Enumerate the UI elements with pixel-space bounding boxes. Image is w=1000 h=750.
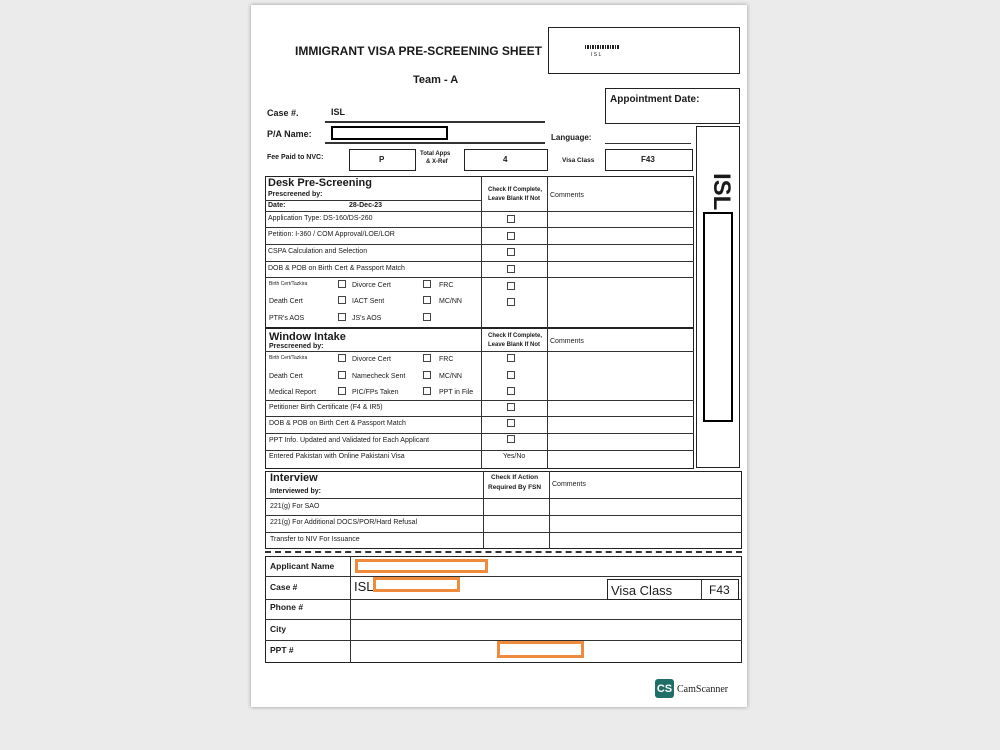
window-col-divider-1 [481,328,482,469]
team-label: Team - A [413,74,459,86]
desk-doc-checkbox[interactable] [507,282,515,290]
document-title: IMMIGRANT VISA PRE-SCREENING SHEET [295,44,542,58]
desk-row-line [265,261,694,262]
interview-row-label: 221(g) For SAO [270,503,320,510]
window-doc-checkbox[interactable] [338,387,346,395]
desk-doc-ptr-aos: PTR's AOS [269,315,305,322]
visa-class-value: F43 [641,155,655,164]
pa-name-underline [325,142,545,144]
pa-name-label: P/A Name: [267,129,312,139]
interview-title: Interview [270,472,318,484]
window-row-checkbox[interactable] [507,403,515,411]
interview-row-line [265,532,742,533]
window-row-checkbox[interactable] [507,435,515,443]
desk-row-line [265,244,694,245]
barcode-box [548,27,740,74]
x-ref-label: & X-Ref [426,159,448,165]
stub-city-label: City [270,624,287,634]
desk-doc-mc-nn: MC/NN [439,298,462,305]
window-prescreened-by: Prescreened by: [269,343,324,350]
stub-visa-class-box [607,579,739,600]
stub-visa-class-label: Visa Class [611,583,673,598]
interview-check-header-1: Check If Action [491,474,539,481]
window-check-header-1: Check If Complete, [488,333,543,339]
desk-row-checkbox[interactable] [507,232,515,240]
window-doc-checkbox[interactable] [423,387,431,395]
stub-applicant-name-label: Applicant Name [270,561,335,571]
window-doc-ppt-in-file: PPT in File [439,389,474,396]
language-label: Language: [551,133,592,142]
desk-date-value: 28-Dec-23 [349,202,383,209]
desk-doc-checkbox[interactable] [338,313,346,321]
interview-interviewed-by: Interviewed by: [270,488,321,495]
desk-doc-checkbox[interactable] [338,280,346,288]
window-row-line [265,351,694,352]
window-doc-checkbox[interactable] [507,354,515,362]
desk-doc-checkbox[interactable] [423,296,431,304]
desk-check-header-1: Check If Complete, [488,187,543,193]
desk-doc-birth-cert: Birth Cert/Tazkira [269,281,308,287]
interview-row-line [265,515,742,516]
window-row-line [265,433,694,434]
stub-label-divider [350,556,351,663]
desk-row-label: Petition: I-360 / COM Approval/LOE/LOR [268,231,395,238]
window-row-label: Entered Pakistan with Online Pakistani Visa [269,453,405,460]
desk-check-header-2: Leave Blank If Not [488,196,541,202]
fee-paid-label: Fee Paid to NVC: [267,154,324,161]
desk-doc-js-aos: JS's AOS [352,315,382,322]
side-id-label: ISL [708,173,735,211]
window-doc-checkbox[interactable] [507,387,515,395]
interview-row-label: 221(g) For Additional DOCS/POR/Hard Refusal [270,519,418,526]
window-doc-death-cert: Death Cert [269,373,303,380]
case-underline [325,121,545,123]
desk-row-label: CSPA Calculation and Selection [268,248,368,255]
desk-row-line [265,277,694,278]
case-value: ISL [331,107,346,117]
window-doc-mc-nn: MC/NN [439,373,462,380]
redacted-applicant-name [355,559,488,573]
visa-class-box [605,149,693,171]
stub-case-value: ISL [354,579,374,594]
fee-paid-box [349,149,416,171]
total-apps-box [464,149,548,171]
total-apps-value: 4 [503,155,508,164]
scanned-document-page [251,5,747,707]
window-doc-namecheck-sent: Namecheck Sent [352,373,406,380]
desk-col-divider-1 [481,176,482,328]
window-row-checkbox[interactable] [507,419,515,427]
interview-row-label: Transfer to NIV For Issuance [270,536,360,543]
desk-doc-frc: FRC [439,282,454,289]
redacted-side-barcode [703,212,733,422]
redacted-ppt-number [497,641,584,658]
desk-doc-checkbox[interactable] [423,313,431,321]
redacted-case-number [373,577,460,592]
window-row-line [265,400,694,401]
window-row-label: Petitioner Birth Certificate (F4 & IR5) [269,404,383,411]
desk-date-label: Date: [268,202,286,209]
window-doc-checkbox[interactable] [338,371,346,379]
cut-line [265,551,742,553]
barcode-icon [585,45,619,49]
total-apps-label: Total Apps [420,151,451,157]
window-row-label: DOB & POB on Birth Cert & Passport Match [269,420,406,427]
redacted-pa-name [331,126,448,140]
window-yes-no: Yes/No [503,453,526,460]
stub-row-line [265,619,742,620]
appointment-date-label: Appointment Date: [610,94,700,105]
desk-row-line [265,227,694,228]
desk-row-checkbox[interactable] [507,265,515,273]
appointment-date-box [605,88,740,124]
window-col-divider-2 [547,328,548,469]
window-doc-pic-fps: PIC/FPs Taken [352,389,399,396]
desk-prescreened-by: Prescreened by: [268,191,323,198]
window-intake-section [265,328,694,469]
desk-doc-checkbox[interactable] [423,280,431,288]
window-doc-birth-cert: Birth Cert/Tazkira [269,355,308,361]
desk-col-divider-2 [547,176,548,328]
window-comments-header: Comments [550,338,584,345]
window-doc-frc: FRC [439,356,454,363]
camscanner-watermark-text: CamScanner [677,684,729,695]
stub-visa-class-value: F43 [709,583,730,597]
window-row-label: PPT Info. Updated and Validated for Each Applicant [269,437,430,444]
language-underline [605,143,691,144]
desk-comments-header: Comments [550,192,584,199]
window-row-line [265,450,694,451]
window-doc-medical-report: Medical Report [269,389,317,396]
desk-row-label: Application Type: DS-160/DS-260 [268,215,373,222]
window-check-header-2: Leave Blank If Not [488,342,541,348]
desk-row-checkbox[interactable] [507,215,515,223]
window-doc-divorce-cert: Divorce Cert [352,356,391,363]
window-doc-checkbox[interactable] [338,354,346,362]
side-id-box [696,126,740,468]
desk-row-checkbox[interactable] [507,248,515,256]
window-doc-checkbox[interactable] [507,371,515,379]
desk-doc-iact-sent: IACT Sent [352,298,385,305]
stub-ppt-label: PPT # [270,645,294,655]
desk-doc-divorce-cert: Divorce Cert [352,282,391,289]
camscanner-logo-icon: CS [655,679,674,698]
desk-doc-death-cert: Death Cert [269,298,303,305]
desk-doc-checkbox[interactable] [507,298,515,306]
interview-comments-header: Comments [552,481,586,488]
window-title: Window Intake [269,331,346,343]
desk-row-line [265,211,694,212]
case-label: Case #. [267,108,299,118]
desk-doc-checkbox[interactable] [338,296,346,304]
desk-divider [265,200,481,201]
visa-class-label: Visa Class [562,157,595,164]
interview-col-divider-1 [483,471,484,549]
stub-row-line [265,576,742,577]
interview-row-line [265,498,742,499]
window-doc-checkbox[interactable] [423,371,431,379]
interview-col-divider-2 [549,471,550,549]
window-row-line [265,416,694,417]
desk-row-label: DOB & POB on Birth Cert & Passport Match [268,265,405,272]
interview-check-header-2: Required By FSN [488,484,542,491]
window-doc-checkbox[interactable] [423,354,431,362]
stub-case-label: Case # [270,582,298,592]
stub-visa-class-divider [701,580,702,599]
barcode-text: I S L [591,52,602,58]
fee-paid-value: P [379,155,385,164]
stub-phone-label: Phone # [270,602,304,612]
desk-title: Desk Pre-Screening [268,177,372,189]
